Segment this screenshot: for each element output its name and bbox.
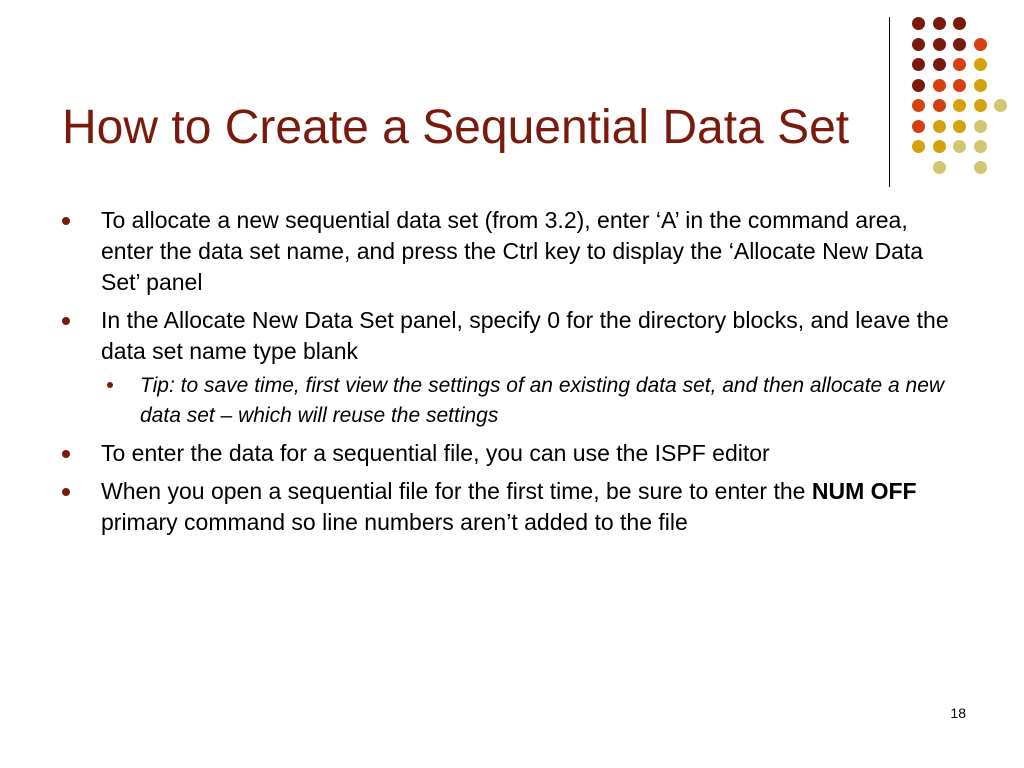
slide-number: 18: [950, 705, 966, 721]
decorative-dot: [953, 58, 966, 71]
decorative-dot: [974, 38, 987, 51]
decorative-dot: [974, 58, 987, 71]
bullet-dot-icon: [62, 450, 70, 458]
bullet-item: [60, 438, 960, 469]
decorative-dot: [953, 120, 966, 133]
decorative-dot: [994, 99, 1007, 112]
bullet-dot-icon: [62, 317, 70, 325]
bullet-item: [60, 305, 960, 431]
title-divider-line: [889, 17, 890, 187]
decorative-dot: [974, 79, 987, 92]
decorative-dot: [912, 38, 925, 51]
decorative-dot: [912, 79, 925, 92]
decorative-dot: [912, 58, 925, 71]
decorative-dot: [933, 79, 946, 92]
bullet-item: [60, 205, 960, 298]
decorative-dot: [953, 79, 966, 92]
bullet-dot-icon: [62, 488, 70, 496]
sub-bullet-item: [101, 371, 960, 431]
decorative-dot: [933, 140, 946, 153]
decorative-dot: [933, 161, 946, 174]
num-off-command-text: NUM OFF: [811, 478, 917, 504]
decorative-dot: [933, 99, 946, 112]
decorative-dot: [933, 38, 946, 51]
decorative-dot: [974, 99, 987, 112]
decorative-dot: [912, 99, 925, 112]
decorative-dot: [974, 140, 987, 153]
bullet-item: [60, 476, 960, 538]
sub-bullet-dot-icon: [107, 382, 113, 388]
decorative-dot: [953, 99, 966, 112]
decorative-dot: [933, 17, 946, 30]
sub-bullet-text: Tip: to save time, first view the settings of an existing data set, and then allocate a new data set – which will reuse the settings: [140, 374, 945, 427]
decorative-dot: [953, 17, 966, 30]
decorative-dot: [912, 17, 925, 30]
bullet-text: [101, 478, 917, 535]
bullet-text-part: primary command so line numbers aren’t added to the file: [101, 509, 688, 535]
decorative-dot: [933, 120, 946, 133]
decorative-dot: [912, 120, 925, 133]
decorative-dot: [912, 140, 925, 153]
sub-bullet-list: [101, 371, 960, 431]
decorative-dot: [974, 120, 987, 133]
bullet-text: In the Allocate New Data Set panel, specify 0 for the directory blocks, and leave the data set name type blank: [101, 307, 949, 364]
bullet-text: To allocate a new sequential data set (from 3.2), enter ‘A’ in the command area, enter the data set name, and press the Ctrl key to display the ‘Allocate New Data Set’ panel: [101, 207, 924, 295]
decorative-dot: [953, 140, 966, 153]
decorative-dot: [953, 38, 966, 51]
bullet-list: [60, 205, 960, 545]
bullet-text: To enter the data for a sequential file, you can use the ISPF editor: [101, 440, 770, 466]
decorative-dot: [933, 58, 946, 71]
bullet-dot-icon: [62, 217, 70, 225]
bullet-text-part: When you open a sequential file for the first time, be sure to enter the: [101, 478, 812, 504]
decorative-dot: [974, 161, 987, 174]
slide-title: How to Create a Sequential Data Set: [62, 101, 850, 154]
